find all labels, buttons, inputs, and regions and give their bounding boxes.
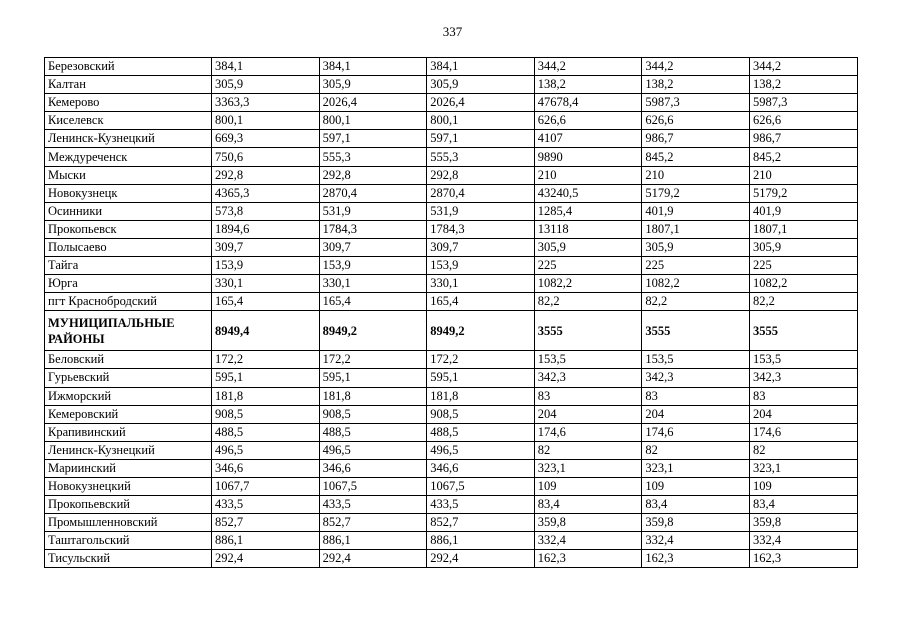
value-cell: 384,1 [427,58,535,76]
value-cell: 401,9 [749,202,857,220]
value-cell: 153,5 [749,351,857,369]
value-cell: 800,1 [319,112,427,130]
value-cell: 4365,3 [212,184,320,202]
table-row [45,550,858,568]
value-cell: 162,3 [534,550,642,568]
value-cell: 5179,2 [642,184,750,202]
value-cell: 83 [642,387,750,405]
value-cell: 204 [749,405,857,423]
value-cell: 332,4 [642,532,750,550]
value-cell: 172,2 [212,351,320,369]
value-cell: 2870,4 [319,184,427,202]
value-cell: 83 [534,387,642,405]
value-cell: 138,2 [642,76,750,94]
value-cell: 153,5 [534,351,642,369]
value-cell: 384,1 [212,58,320,76]
value-cell: 153,5 [642,351,750,369]
value-cell: 1784,3 [427,220,535,238]
table-row [45,130,858,148]
value-cell: 82 [642,441,750,459]
value-cell: 292,4 [212,550,320,568]
value-cell: 109 [534,477,642,495]
value-cell: 162,3 [642,550,750,568]
row-name-cell: Гурьевский [45,369,212,387]
value-cell: 309,7 [427,238,535,256]
value-cell: 162,3 [749,550,857,568]
value-cell: 109 [749,477,857,495]
table-row [45,184,858,202]
row-name-cell: Новокузнецк [45,184,212,202]
value-cell: 597,1 [319,130,427,148]
value-cell: 359,8 [749,514,857,532]
value-cell: 626,6 [534,112,642,130]
table-row [45,202,858,220]
row-name-cell: Березовский [45,58,212,76]
table-row [45,293,858,311]
row-name-cell: Мыски [45,166,212,184]
value-cell: 852,7 [427,514,535,532]
value-cell: 359,8 [534,514,642,532]
value-cell: 3555 [749,311,857,351]
value-cell: 210 [749,166,857,184]
value-cell: 292,4 [427,550,535,568]
value-cell: 555,3 [427,148,535,166]
value-cell: 433,5 [319,496,427,514]
row-name-cell: Кемеровский [45,405,212,423]
value-cell: 669,3 [212,130,320,148]
group-header-row [45,311,858,351]
value-cell: 225 [749,257,857,275]
value-cell: 595,1 [212,369,320,387]
value-cell: 2026,4 [319,94,427,112]
value-cell: 3555 [642,311,750,351]
value-cell: 165,4 [319,293,427,311]
value-cell: 305,9 [427,76,535,94]
value-cell: 488,5 [427,423,535,441]
value-cell: 82,2 [642,293,750,311]
value-cell: 1807,1 [642,220,750,238]
value-cell: 800,1 [212,112,320,130]
value-cell: 886,1 [427,532,535,550]
value-cell: 138,2 [749,76,857,94]
value-cell: 852,7 [212,514,320,532]
value-cell: 309,7 [319,238,427,256]
value-cell: 852,7 [319,514,427,532]
value-cell: 309,7 [212,238,320,256]
value-cell: 595,1 [319,369,427,387]
value-cell: 342,3 [534,369,642,387]
value-cell: 332,4 [749,532,857,550]
value-cell: 342,3 [749,369,857,387]
value-cell: 2870,4 [427,184,535,202]
value-cell: 43240,5 [534,184,642,202]
value-cell: 138,2 [534,76,642,94]
value-cell: 531,9 [319,202,427,220]
row-name-cell: Ленинск-Кузнецкий [45,441,212,459]
table-row [45,477,858,495]
value-cell: 225 [642,257,750,275]
value-cell: 346,6 [427,459,535,477]
value-cell: 305,9 [534,238,642,256]
value-cell: 225 [534,257,642,275]
value-cell: 9890 [534,148,642,166]
value-cell: 292,8 [212,166,320,184]
value-cell: 344,2 [534,58,642,76]
value-cell: 82 [534,441,642,459]
row-name-cell: Новокузнецкий [45,477,212,495]
value-cell: 1894,6 [212,220,320,238]
value-cell: 1807,1 [749,220,857,238]
value-cell: 174,6 [534,423,642,441]
value-cell: 5987,3 [749,94,857,112]
value-cell: 1067,5 [427,477,535,495]
value-cell: 573,8 [212,202,320,220]
value-cell: 908,5 [319,405,427,423]
value-cell: 109 [642,477,750,495]
value-cell: 5987,3 [642,94,750,112]
data-table [44,57,858,568]
value-cell: 886,1 [212,532,320,550]
value-cell: 323,1 [642,459,750,477]
table-row [45,423,858,441]
page-number: 337 [442,24,463,39]
value-cell: 2026,4 [427,94,535,112]
value-cell: 292,4 [319,550,427,568]
row-name-cell: Прокопьевский [45,496,212,514]
row-name-cell: Ленинск-Кузнецкий [45,130,212,148]
row-name-cell: Таштагольский [45,532,212,550]
value-cell: 1285,4 [534,202,642,220]
row-name-cell: Прокопьевск [45,220,212,238]
value-cell: 83,4 [749,496,857,514]
value-cell: 292,8 [427,166,535,184]
row-name-cell: Полысаево [45,238,212,256]
value-cell: 845,2 [749,148,857,166]
value-cell: 346,6 [319,459,427,477]
value-cell: 433,5 [427,496,535,514]
value-cell: 1067,5 [319,477,427,495]
value-cell: 47678,4 [534,94,642,112]
value-cell: 82,2 [749,293,857,311]
table-row [45,94,858,112]
value-cell: 153,9 [212,257,320,275]
value-cell: 908,5 [427,405,535,423]
value-cell: 555,3 [319,148,427,166]
value-cell: 204 [642,405,750,423]
table-row [45,441,858,459]
value-cell: 153,9 [319,257,427,275]
value-cell: 344,2 [642,58,750,76]
value-cell: 83 [749,387,857,405]
value-cell: 531,9 [427,202,535,220]
value-cell: 305,9 [212,76,320,94]
row-name-cell: МУНИЦИПАЛЬНЫЕ РАЙОНЫ [45,311,212,351]
value-cell: 488,5 [212,423,320,441]
row-name-cell: Осинники [45,202,212,220]
value-cell: 384,1 [319,58,427,76]
row-name-cell: Тисульский [45,550,212,568]
row-name-cell: Калтан [45,76,212,94]
value-cell: 344,2 [749,58,857,76]
value-cell: 204 [534,405,642,423]
value-cell: 908,5 [212,405,320,423]
row-name-cell: Мариинский [45,459,212,477]
table-row [45,148,858,166]
value-cell: 496,5 [212,441,320,459]
value-cell: 323,1 [749,459,857,477]
value-cell: 305,9 [749,238,857,256]
value-cell: 4107 [534,130,642,148]
value-cell: 5179,2 [749,184,857,202]
value-cell: 181,8 [427,387,535,405]
value-cell: 210 [642,166,750,184]
value-cell: 8949,4 [212,311,320,351]
table-row [45,387,858,405]
value-cell: 181,8 [212,387,320,405]
value-cell: 597,1 [427,130,535,148]
value-cell: 401,9 [642,202,750,220]
value-cell: 342,3 [642,369,750,387]
value-cell: 496,5 [319,441,427,459]
value-cell: 83,4 [642,496,750,514]
table-row [45,532,858,550]
table-row [45,514,858,532]
value-cell: 174,6 [642,423,750,441]
row-name-cell: Юрга [45,275,212,293]
value-cell: 346,6 [212,459,320,477]
value-cell: 330,1 [319,275,427,293]
value-cell: 172,2 [427,351,535,369]
table-row [45,459,858,477]
value-cell: 172,2 [319,351,427,369]
table-row [45,76,858,94]
value-cell: 8949,2 [319,311,427,351]
value-cell: 986,7 [749,130,857,148]
row-name-cell: Беловский [45,351,212,369]
value-cell: 332,4 [534,532,642,550]
table-row [45,238,858,256]
value-cell: 1067,7 [212,477,320,495]
value-cell: 800,1 [427,112,535,130]
table-row [45,369,858,387]
value-cell: 3555 [534,311,642,351]
table-row [45,257,858,275]
value-cell: 82,2 [534,293,642,311]
value-cell: 174,6 [749,423,857,441]
row-name-cell: Кемерово [45,94,212,112]
row-name-cell: Крапивинский [45,423,212,441]
table-row [45,166,858,184]
row-name-cell: пгт Краснобродский [45,293,212,311]
value-cell: 330,1 [427,275,535,293]
value-cell: 845,2 [642,148,750,166]
value-cell: 750,6 [212,148,320,166]
value-cell: 13118 [534,220,642,238]
value-cell: 488,5 [319,423,427,441]
table-row [45,58,858,76]
row-name-cell: Ижморский [45,387,212,405]
table-row [45,112,858,130]
table-body [45,58,858,568]
row-name-cell: Тайга [45,257,212,275]
table-row [45,275,858,293]
value-cell: 986,7 [642,130,750,148]
table-row [45,496,858,514]
value-cell: 359,8 [642,514,750,532]
value-cell: 595,1 [427,369,535,387]
value-cell: 82 [749,441,857,459]
value-cell: 153,9 [427,257,535,275]
value-cell: 3363,3 [212,94,320,112]
table-row [45,405,858,423]
value-cell: 305,9 [319,76,427,94]
value-cell: 181,8 [319,387,427,405]
value-cell: 305,9 [642,238,750,256]
row-name-cell: Промышленновский [45,514,212,532]
value-cell: 626,6 [749,112,857,130]
value-cell: 1784,3 [319,220,427,238]
value-cell: 292,8 [319,166,427,184]
value-cell: 1082,2 [749,275,857,293]
value-cell: 433,5 [212,496,320,514]
value-cell: 1082,2 [534,275,642,293]
value-cell: 330,1 [212,275,320,293]
row-name-cell: Междуреченск [45,148,212,166]
value-cell: 496,5 [427,441,535,459]
value-cell: 1082,2 [642,275,750,293]
value-cell: 83,4 [534,496,642,514]
value-cell: 165,4 [427,293,535,311]
value-cell: 886,1 [319,532,427,550]
table-row [45,351,858,369]
value-cell: 8949,2 [427,311,535,351]
value-cell: 165,4 [212,293,320,311]
value-cell: 210 [534,166,642,184]
table-row [45,220,858,238]
value-cell: 626,6 [642,112,750,130]
value-cell: 323,1 [534,459,642,477]
row-name-cell: Киселевск [45,112,212,130]
